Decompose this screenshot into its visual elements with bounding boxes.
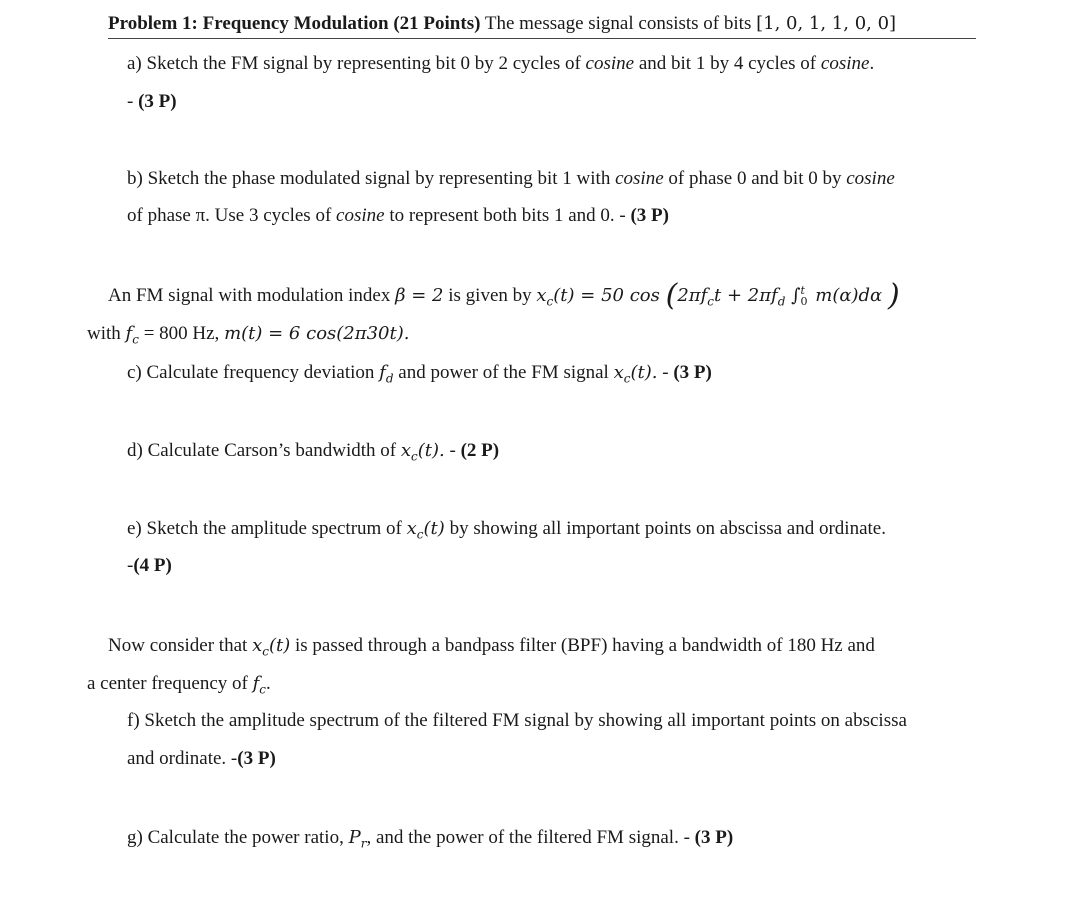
part-a-line1 xyxy=(127,52,874,76)
part-e-line1 xyxy=(127,517,886,547)
part-g-points: (3 P) xyxy=(694,827,734,848)
bpf-period: . xyxy=(266,673,271,694)
part-c-text2: and power of the FM signal xyxy=(398,362,609,383)
fm-intro-text1: An FM signal with modulation index xyxy=(108,285,391,306)
with-text: with xyxy=(87,323,121,344)
part-f-text2: and ordinate. - xyxy=(127,748,238,769)
part-c-dash: - xyxy=(657,362,674,383)
part-a-cosine-1: cosine xyxy=(585,53,635,74)
bpf-intro-text3: a center frequency of xyxy=(87,673,248,694)
problem-heading-line xyxy=(108,12,896,36)
bpf-intro-text1: Now consider that xyxy=(108,635,248,656)
part-b-text2: of phase 0 and bit 0 by xyxy=(668,168,842,189)
part-c-text1: c) Calculate frequency deviation xyxy=(127,362,375,383)
part-c-line xyxy=(127,361,712,391)
xc-symbol: $x_c(t)$. xyxy=(613,362,658,386)
part-b-text1: b) Sketch the phase modulated signal by representing bit 1 with xyxy=(127,168,611,189)
part-d-dash: - xyxy=(444,440,461,461)
bpf-intro-line2 xyxy=(87,672,271,702)
part-a-dash: - xyxy=(127,91,139,112)
part-e-line2 xyxy=(127,554,172,578)
part-f-points: (3 P) xyxy=(237,748,276,769)
part-a-period: . xyxy=(869,53,875,74)
part-g-text1: g) Calculate the power ratio, xyxy=(127,827,344,848)
part-b-text3: of phase π. Use 3 cycles of xyxy=(127,205,332,226)
message-expression: m(t) = 6 cos(2π30t). xyxy=(224,323,410,344)
part-b-line2 xyxy=(127,204,669,228)
part-e-text1: e) Sketch the amplitude spectrum of xyxy=(127,518,402,539)
part-b-line1 xyxy=(127,167,895,191)
problem-intro: The message signal consists of bits xyxy=(484,13,752,34)
beta-expression: β = 2 xyxy=(395,285,444,306)
header-rule xyxy=(108,38,976,39)
part-e-points: (4 P) xyxy=(133,555,172,576)
bits-vector: [1, 0, 1, 1, 0, 0] xyxy=(756,13,897,34)
fm-intro-text2: is given by xyxy=(448,285,532,306)
pr-symbol: $P_r$ xyxy=(348,827,367,851)
part-b-cosine-3: cosine xyxy=(336,205,385,226)
part-b-points: (3 P) xyxy=(630,205,669,226)
bpf-intro-line1 xyxy=(108,634,875,664)
part-f-text1: f) Sketch the amplitude spectrum of the filtered FM signal by showing all important points on abscissa xyxy=(127,710,907,731)
part-a-points: (3 P) xyxy=(138,91,177,112)
part-a-cosine-2: cosine xyxy=(820,53,870,74)
xc-symbol: $x_c(t)$ xyxy=(252,635,291,659)
part-e-text2: by showing all important points on abscissa and ordinate. xyxy=(449,518,886,539)
fd-symbol: $f_d$ xyxy=(379,362,394,386)
part-a-text2: and bit 1 by 4 cycles of xyxy=(638,53,817,74)
part-b-cosine-1: cosine xyxy=(615,168,664,189)
fc-symbol: $f_c$ xyxy=(252,673,267,697)
fm-intro-line2 xyxy=(87,322,409,352)
part-b-text4: to represent both bits 1 and 0. - xyxy=(389,205,631,226)
part-a-line2 xyxy=(127,90,177,114)
part-b-cosine-2: cosine xyxy=(846,168,895,189)
xc-symbol: $x_c(t)$ xyxy=(406,518,445,542)
part-d-points: (2 P) xyxy=(460,440,500,461)
part-f-line2 xyxy=(127,747,276,771)
fm-intro-line1 xyxy=(108,278,900,314)
part-d-line xyxy=(127,439,499,469)
part-f-line1 xyxy=(127,709,907,733)
fc-expression: $f_c$ xyxy=(125,323,139,347)
fm-signal-formula: $x_c(t) = 50$ $\cos (2\pi f_ct + 2\pi f_d$ ∫ t 0 m(α)dα ) xyxy=(536,278,900,313)
part-d-text1: d) Calculate Carson’s bandwidth of xyxy=(127,440,397,461)
bpf-intro-text2: is passed through a bandpass filter (BPF) having a bandwidth of 180 Hz and xyxy=(294,635,875,656)
part-c-points: (3 P) xyxy=(673,362,712,383)
problem-heading: Problem 1: Frequency Modulation (21 Points) xyxy=(108,13,481,34)
part-g-text2: , and the power of the filtered FM signal. - xyxy=(366,827,690,848)
xc-symbol: $x_c(t)$. xyxy=(400,440,445,464)
fc-value: = 800 Hz, xyxy=(138,323,220,344)
part-e-dash: - xyxy=(127,555,134,576)
part-a-text1: a) Sketch the FM signal by representing bit 0 by 2 cycles of xyxy=(127,53,581,74)
part-g-line xyxy=(127,826,733,856)
